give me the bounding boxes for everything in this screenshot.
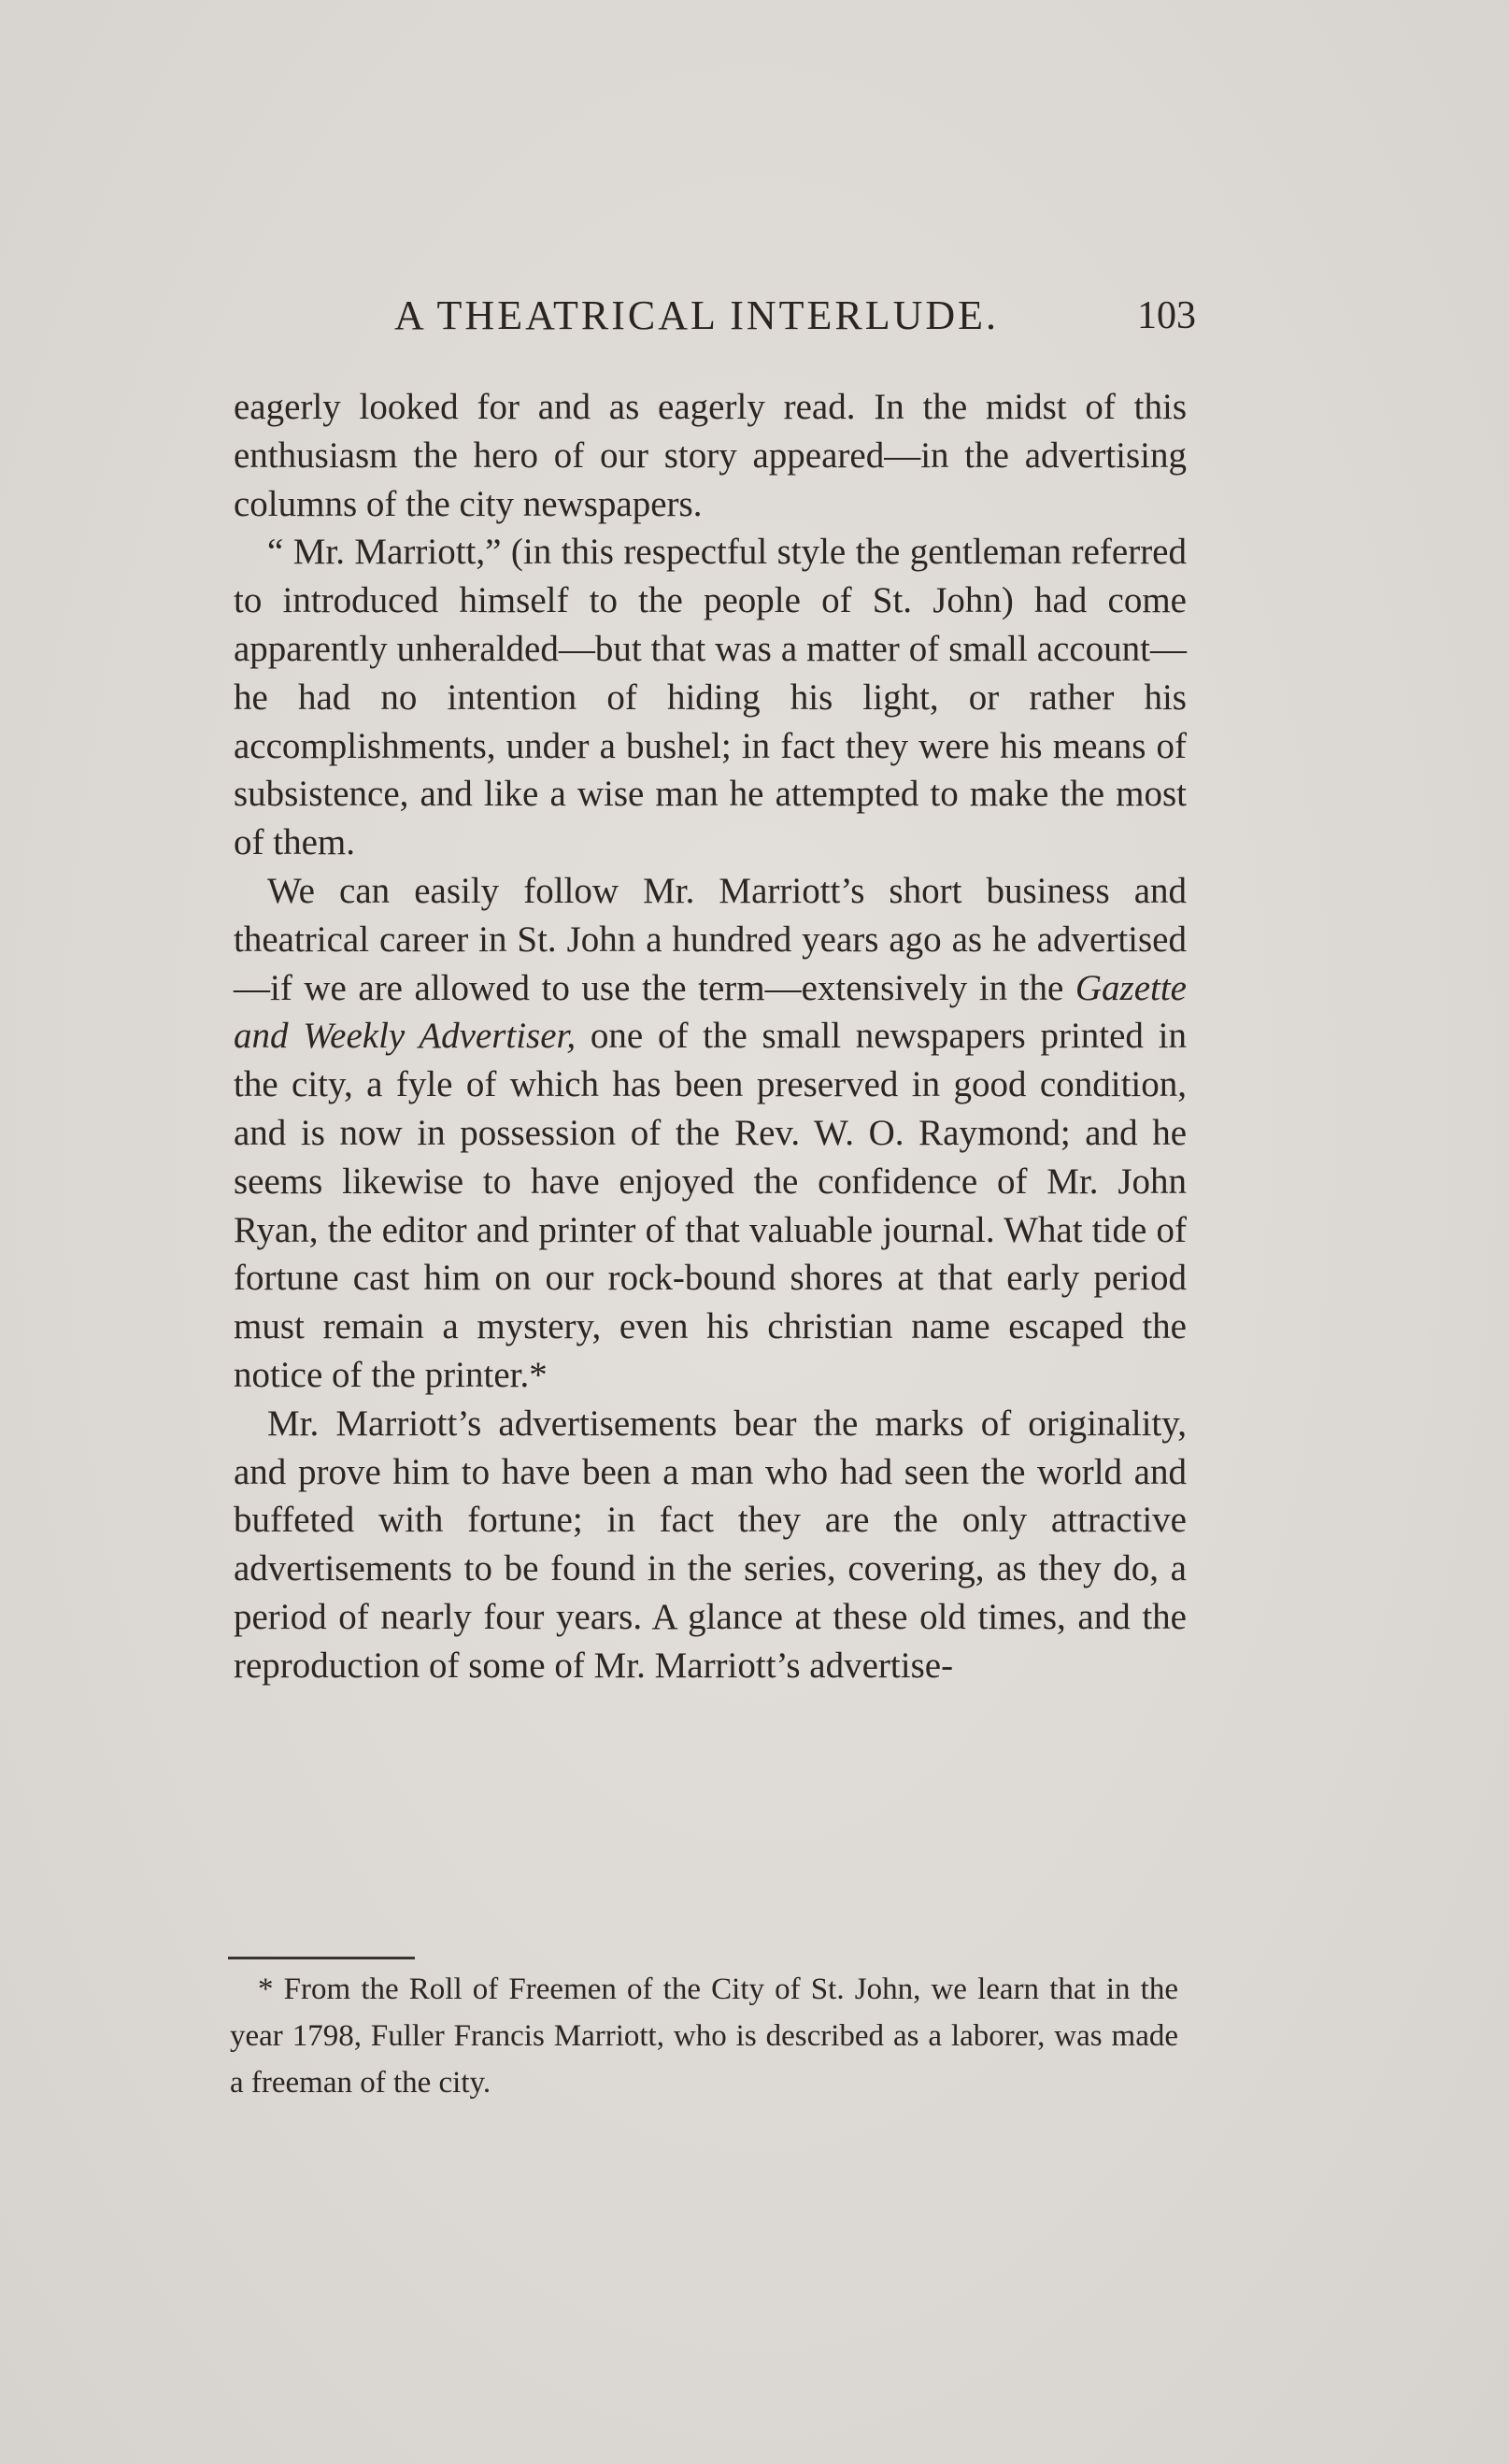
paragraph: Mr. Marriott’s advertisements bear the marks of originality, and prove him to have been a man who had seen the world and buffeted with fortune; in fact they are the only attractive advertisements to be found in the series, covering, as they do, a period of nearly four years. A glance at these old times, and the reproduction of some of Mr. Marriott’s advertise- — [234, 1403, 1187, 1686]
paragraph: eagerly looked for and as eagerly read. In the midst of this enthusiasm the hero of our story appeared—in the advertising columns of the city newspapers. — [234, 387, 1187, 524]
footnote — [230, 1966, 1178, 2106]
paragraph-text: one of the small newspapers printed in the city, a fyle of which has been preserved in good condition, and is now in possession of the Rev. W. O. Raymond; and he seems likewise to have enjoyed the confidence of Mr. John Ryan, the editor and printer of that valuable journal. What tide of fortune cast him on our rock-bound shores at that early period must remain a mystery, even his christian name escaped the notice of the printer.* — [234, 1016, 1187, 1395]
footnote-text: * From the Roll of Freemen of the City of St. John, we learn that in the year 1798, Fuller Francis Marriott, who is described as a laborer, was made a freeman of the city. — [230, 1973, 1178, 2100]
running-head — [234, 292, 1196, 348]
paragraph-text: We can easily follow Mr. Marriott’s short business and theatrical career in St. John a hundred years ago as he advertised—if we are allowed to use the term—extensively in the — [234, 870, 1187, 1008]
page-number: 103 — [1137, 294, 1196, 337]
newspaper-title: Gazette and Weekly Advertiser, — [234, 967, 1187, 1057]
paragraph: “ Mr. Marriott,” (in this respectful style the gentleman referred to introduced himself to the people of St. John) had come apparently unheralded—but that was a matter of small account—he had no intention of hiding his light, or rather his accomplishments, under a bushel; in fact they were his means of subsistence, and like a wise man he attempted to make the most of them. — [234, 532, 1187, 863]
body-text — [234, 383, 1187, 1690]
paragraph — [234, 867, 1187, 1400]
footnote-rule — [228, 1957, 415, 1959]
running-title: A THEATRICAL INTERLUDE. — [394, 292, 1000, 338]
